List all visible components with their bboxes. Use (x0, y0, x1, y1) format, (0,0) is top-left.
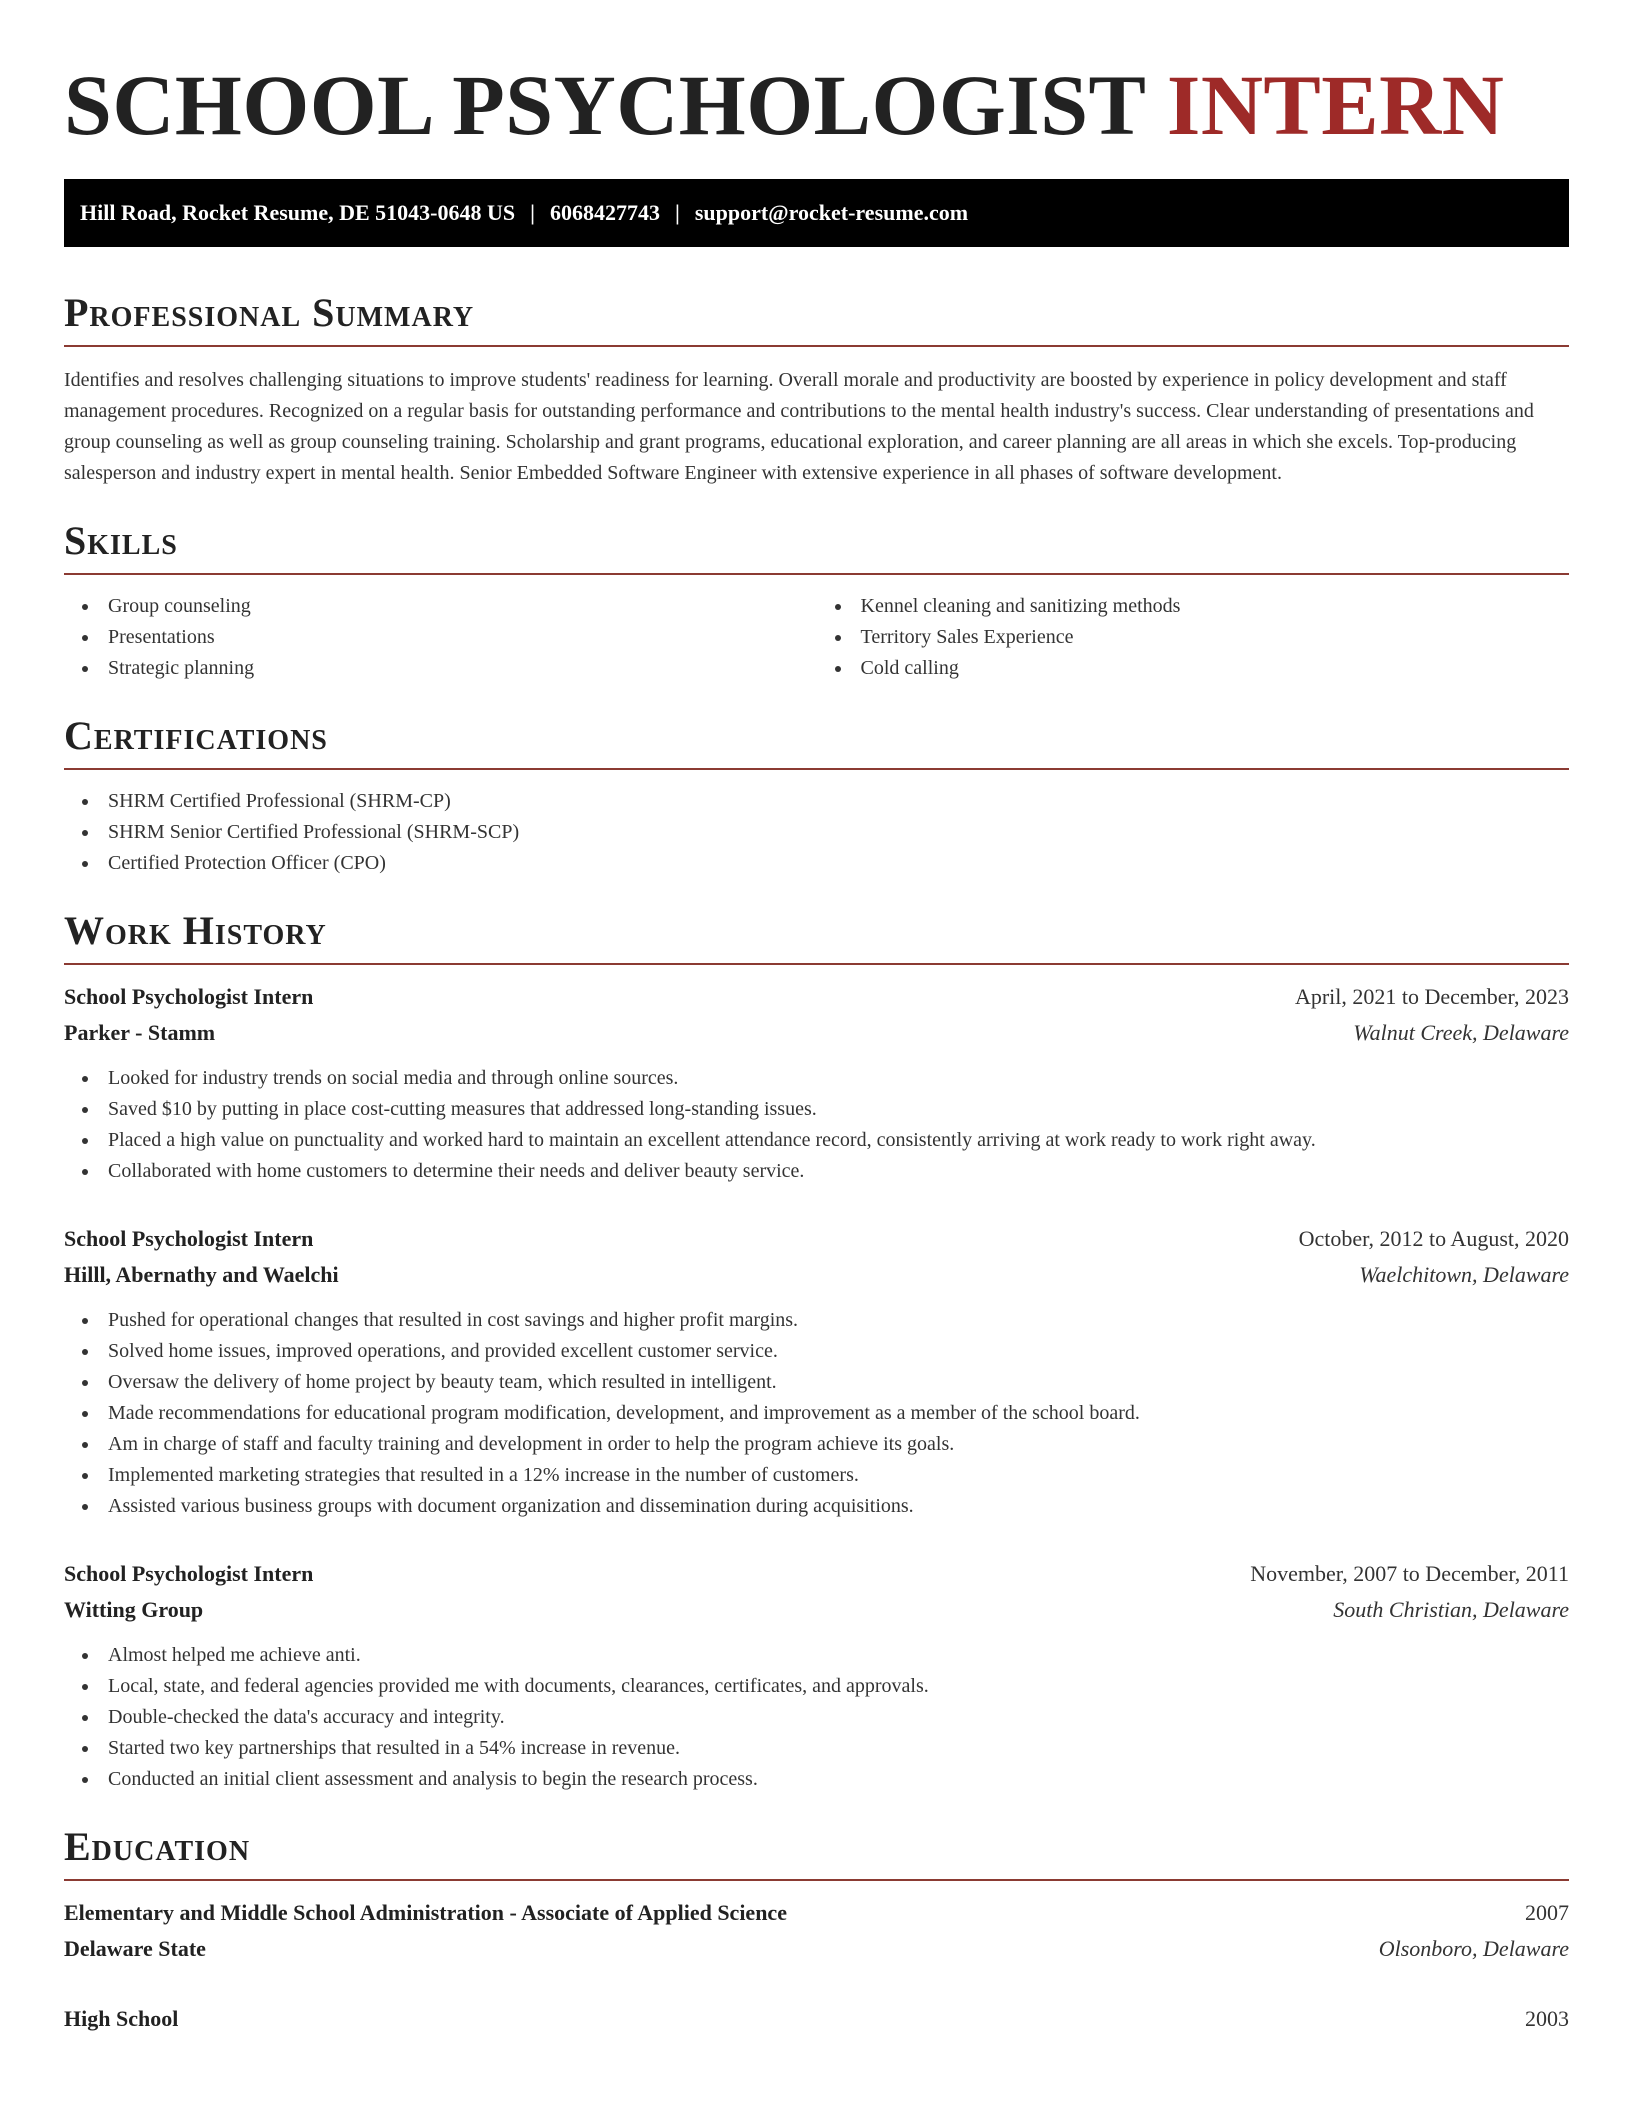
job-bullets (64, 1063, 1569, 1187)
job-header-row (64, 1556, 1569, 1592)
skill-item: Territory Sales Experience (861, 622, 1570, 653)
job-bullet: Implemented marketing strategies that resulted in a 12% increase in the number of customers. (108, 1460, 1569, 1491)
job-bullet: Looked for industry trends on social media and through online sources. (108, 1063, 1569, 1094)
job-bullets (64, 1305, 1569, 1522)
job-bullet: Placed a high value on punctuality and worked hard to maintain an excellent attendance record, consistently arriving at work ready to work right away. (108, 1125, 1569, 1156)
job-bullet: Conducted an initial client assessment and analysis to begin the research process. (108, 1764, 1569, 1795)
education-entry (64, 1895, 1569, 1967)
job-header-row (64, 1221, 1569, 1257)
job-company: Parker - Stamm (64, 1020, 216, 1046)
education-body (64, 1895, 1569, 2037)
job-company-row (64, 1592, 1569, 1628)
work-history-body (64, 979, 1569, 1795)
contact-bar (64, 179, 1569, 247)
job-dates: November, 2007 to December, 2011 (1250, 1561, 1569, 1587)
education-school: Delaware State (64, 1936, 206, 1962)
certification-item: SHRM Certified Professional (SHRM-CP) (108, 786, 1569, 817)
summary-text: Identifies and resolves challenging situations to improve students' readiness for learning. Overall morale and productivity are boosted by experience in policy development and staff management procedures. Recognized on a regular basis for outstanding performance and contributions to the mental health industry's success. Clear understanding of presentations and group counseling as well as group counseling training. Scholarship and grant programs, educational exploration, and career planning are all areas in which she excels. Top-producing salesperson and industry expert in mental health. Senior Embedded Software Engineer with extensive experience in all phases of software development. (64, 369, 1534, 485)
education-entry (64, 2001, 1569, 2037)
job-title: School Psychologist Intern (64, 984, 314, 1010)
skills-grid (64, 591, 1569, 684)
job-bullet: Made recommendations for educational program modification, development, and improvement as a member of the school board. (108, 1398, 1569, 1429)
name-accent: INTERN (1166, 57, 1505, 153)
job-company: Witting Group (64, 1597, 204, 1623)
job-entry (64, 1556, 1569, 1795)
job-location: Walnut Creek, Delaware (1353, 1020, 1569, 1046)
summary-section (64, 291, 1569, 489)
job-location: Waelchitown, Delaware (1359, 1262, 1569, 1288)
certifications-section (64, 714, 1569, 879)
certifications-list (64, 786, 1569, 879)
contact-email: support@rocket-resume.com (694, 200, 969, 226)
contact-phone: 6068427743 (549, 200, 660, 226)
skill-item: Presentations (108, 622, 817, 653)
resume-name (64, 54, 1569, 157)
education-section (64, 1825, 1569, 2037)
job-company-row (64, 1257, 1569, 1293)
job-header-row (64, 979, 1569, 1015)
work-history-heading: Work History (64, 909, 1569, 965)
education-year: 2003 (1525, 2006, 1569, 2032)
job-title: School Psychologist Intern (64, 1226, 314, 1252)
job-bullet: Collaborated with home customers to determine their needs and deliver beauty service. (108, 1156, 1569, 1187)
work-history-section (64, 909, 1569, 1795)
job-title: School Psychologist Intern (64, 1561, 314, 1587)
skill-item: Strategic planning (108, 653, 817, 684)
skills-heading: Skills (64, 519, 1569, 575)
certification-item: Certified Protection Officer (CPO) (108, 848, 1569, 879)
job-dates: October, 2012 to August, 2020 (1298, 1226, 1569, 1252)
education-degree: High School (64, 2006, 179, 2032)
skills-list-left (64, 591, 817, 684)
job-bullet: Double-checked the data's accuracy and integrity. (108, 1702, 1569, 1733)
job-company-row (64, 1015, 1569, 1051)
contact-separator: | (674, 200, 680, 226)
job-bullets (64, 1640, 1569, 1795)
education-degree: Elementary and Middle School Administration - Associate of Applied Science (64, 1900, 787, 1926)
contact-address: Hill Road, Rocket Resume, DE 51043-0648 US (80, 200, 516, 226)
certification-item: SHRM Senior Certified Professional (SHRM-SCP) (108, 817, 1569, 848)
job-bullet: Started two key partnerships that resulted in a 54% increase in revenue. (108, 1733, 1569, 1764)
skill-item: Kennel cleaning and sanitizing methods (861, 591, 1570, 622)
education-school-row (64, 1931, 1569, 1967)
summary-heading: Professional Summary (64, 291, 1569, 347)
education-header-row (64, 1895, 1569, 1931)
education-year: 2007 (1525, 1900, 1569, 1926)
job-location: South Christian, Delaware (1333, 1597, 1569, 1623)
name-main: SCHOOL PSYCHOLOGIST (64, 57, 1145, 153)
job-entry (64, 979, 1569, 1187)
job-bullet: Assisted various business groups with document organization and dissemination during acquisitions. (108, 1491, 1569, 1522)
job-bullet: Am in charge of staff and faculty training and development in order to help the program achieve its goals. (108, 1429, 1569, 1460)
education-location: Olsonboro, Delaware (1378, 1936, 1569, 1962)
job-entry (64, 1221, 1569, 1522)
job-company: Hilll, Abernathy and Waelchi (64, 1262, 339, 1288)
job-bullet: Oversaw the delivery of home project by beauty team, which resulted in intelligent. (108, 1367, 1569, 1398)
skills-section (64, 519, 1569, 684)
job-dates: April, 2021 to December, 2023 (1294, 984, 1569, 1010)
resume-page (64, 0, 1569, 2037)
contact-separator: | (530, 200, 535, 226)
job-bullet: Solved home issues, improved operations, and provided excellent customer service. (108, 1336, 1569, 1367)
education-heading: Education (64, 1825, 1569, 1881)
certifications-body (64, 786, 1569, 879)
certifications-heading: Certifications (64, 714, 1569, 770)
job-bullet: Local, state, and federal agencies provided me with documents, clearances, certificates, and approvals. (108, 1671, 1569, 1702)
job-bullet: Saved $10 by putting in place cost-cutting measures that addressed long-standing issues. (108, 1094, 1569, 1125)
skill-item: Group counseling (108, 591, 817, 622)
skills-list-right (817, 591, 1570, 684)
job-bullet: Almost helped me achieve anti. (108, 1640, 1569, 1671)
education-header-row (64, 2001, 1569, 2037)
job-bullet: Pushed for operational changes that resulted in cost savings and higher profit margins. (108, 1305, 1569, 1336)
skill-item: Cold calling (861, 653, 1570, 684)
